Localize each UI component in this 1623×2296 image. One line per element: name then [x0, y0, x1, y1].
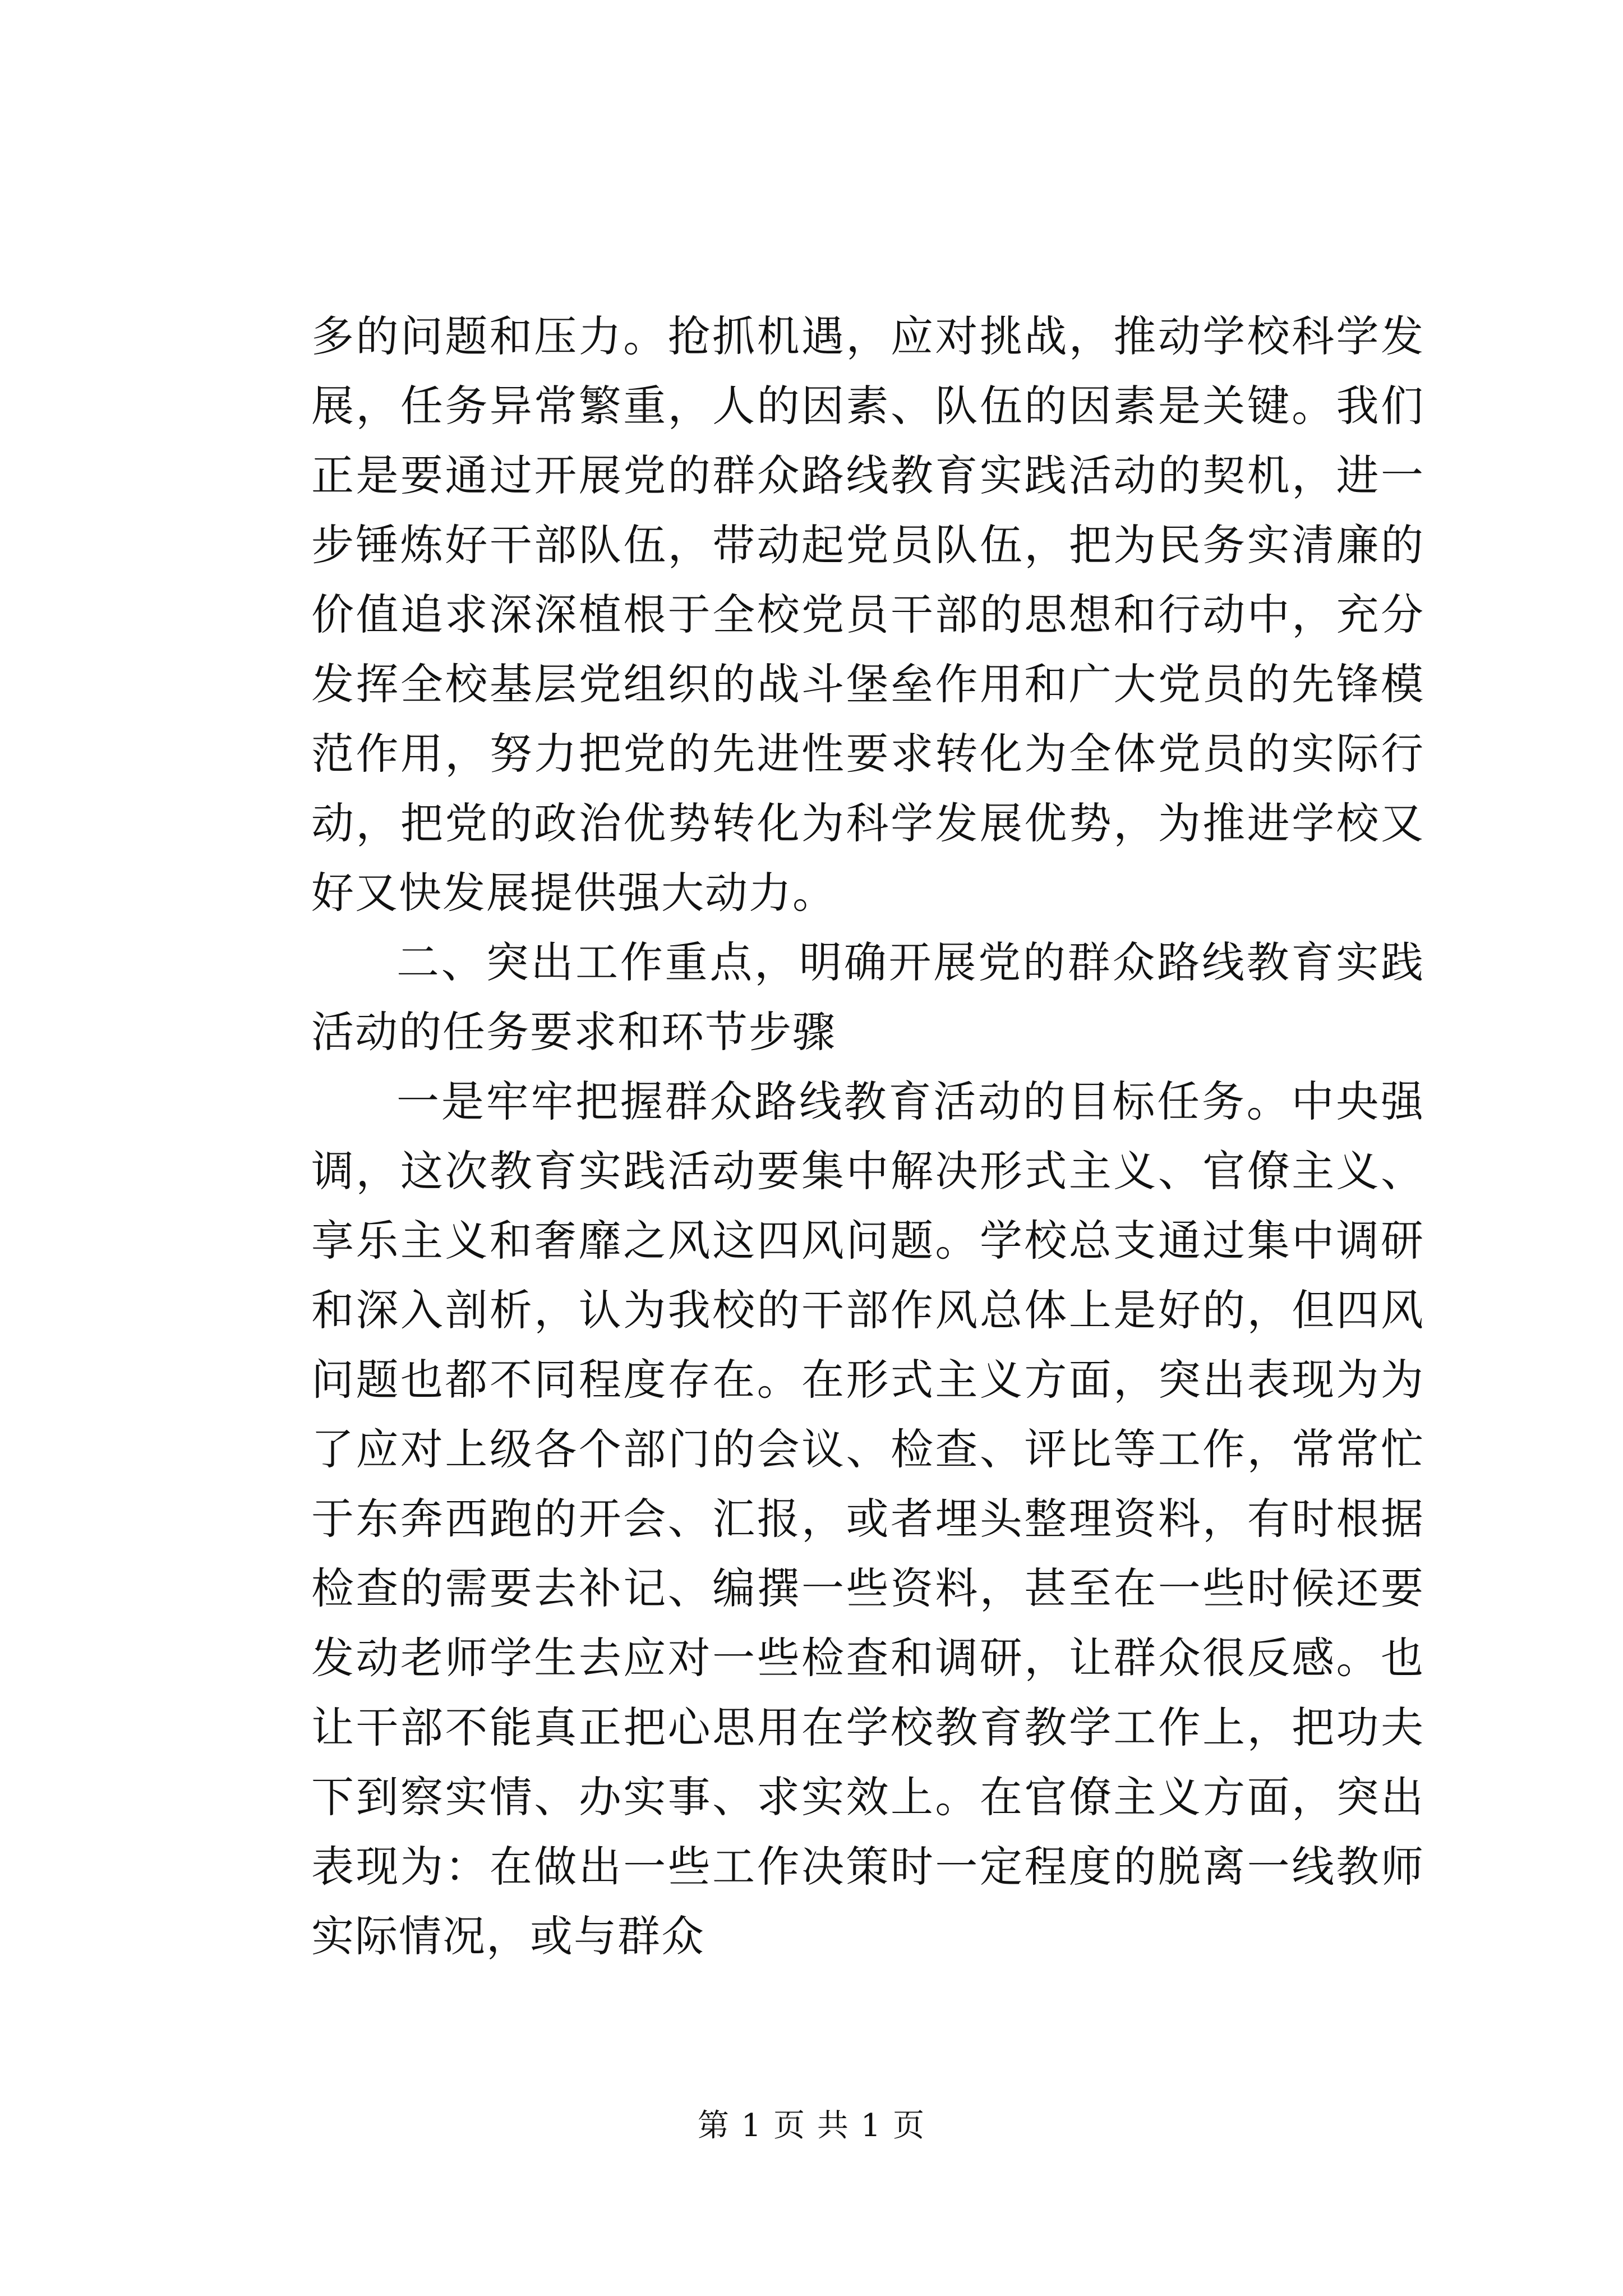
paragraph-1: 多的问题和压力。抢抓机遇，应对挑战，推动学校科学发展，任务异常繁重，人的因素、队伍的因素是关键。我们正是要通过开展党的群众路线教育实践活动的契机，进一步锤炼好干部队伍，带动起党员队伍，把为民务实清廉的价值追求深深植根于全校党员干部的思想和行动中，充分发挥全校基层党组织的战斗堡垒作用和广大党员的先锋模范作用，努力把党的先进性要求转化为全体党员的实际行动，把党的政治优势转化为科学发展优势，为推进学校又好又快发展提供强大动力。 [311, 311, 1424, 918]
section-heading-2: 二、突出工作重点，明确开展党的群众路线教育实践活动的任务要求和环节步骤 [311, 937, 1424, 1057]
paragraph-3: 一是牢牢把握群众路线教育活动的目标任务。中央强调，这次教育实践活动要集中解决形式主义、官僚主义、享乐主义和奢靡之风这四风问题。学校总支通过集中调研和深入剖析，认为我校的干部作风总体上是好的，但四风问题也都不同程度存在。在形式主义方面，突出表现为为了应对上级各个部门的会议、检查、评比等工作，常常忙于东奔西跑的开会、汇报，或者埋头整理资料，有时根据检查的需要去补记、编撰一些资料，甚至在一些时候还要发动老师学生去应对一些检查和调研，让群众很反感。也让干部不能真正把心思用在学校教育教学工作上，把功夫下到察实情、办实事、求实效上。在官僚主义方面，突出表现为：在做出一些工作决策时一定程度的脱离一线教师实际情况，或与群众 [311, 1076, 1424, 1961]
page-footer: 第 1 页 共 1 页 [697, 2108, 926, 2144]
document-body [311, 302, 1424, 1971]
